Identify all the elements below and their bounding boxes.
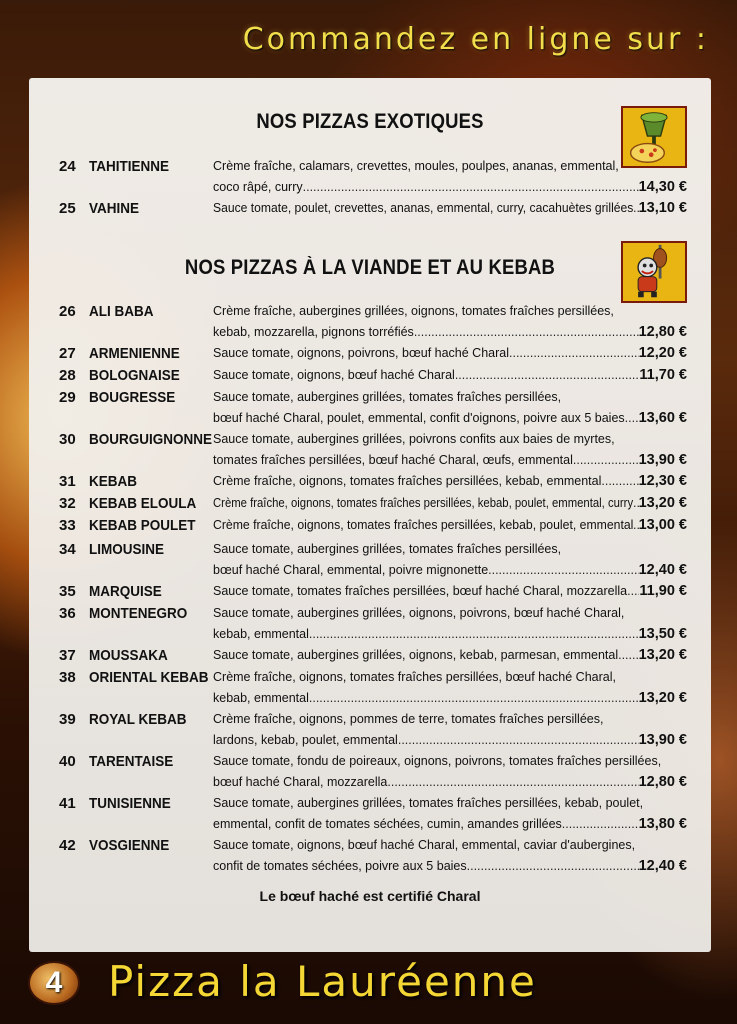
dot-leader	[455, 365, 640, 386]
dot-leader	[414, 322, 639, 343]
item-name: MOUSSAKA	[89, 647, 168, 664]
item-number: 29	[59, 389, 76, 406]
item-price: 12,80 €	[638, 324, 687, 340]
item-number: 33	[59, 517, 76, 534]
description-line: Sauce tomate, aubergines grillées, tomates fraîches persillées,	[213, 390, 562, 404]
item-name: MONTENEGRO	[89, 605, 188, 622]
dot-leader	[398, 730, 639, 751]
description-line: bœuf haché Charal, mozzarella	[213, 775, 388, 789]
item-description	[213, 581, 687, 602]
item-number: 34	[59, 541, 76, 558]
description-line: Sauce tomate, poulet, crevettes, ananas, emmental, curry, cacahuètes grillées	[213, 201, 634, 215]
item-number: 41	[59, 795, 76, 812]
description-line: Sauce tomate, aubergines grillées, oignons, poivrons, bœuf haché Charal,	[213, 606, 625, 620]
item-description	[213, 493, 687, 514]
description-line: emmental, confit de tomates séchées, cumin, amandes grillées	[213, 817, 562, 831]
item-price: 12,80 €	[638, 774, 687, 790]
item-price: 13,20 €	[638, 690, 687, 706]
description-line: kebab, emmental	[213, 691, 309, 705]
item-price: 12,40 €	[638, 562, 687, 578]
item-price: 12,30 €	[638, 473, 687, 489]
charal-footnote: Le bœuf haché est certifié Charal	[259, 888, 481, 904]
item-price: 13,00 €	[638, 517, 687, 533]
dot-leader	[601, 471, 638, 492]
dot-leader	[387, 772, 638, 793]
dot-leader	[627, 581, 639, 602]
item-name: ROYAL KEBAB	[89, 711, 187, 728]
description-line: confit de tomates séchées, poivre aux 5 baies	[213, 859, 467, 873]
item-price: 13,10 €	[638, 200, 687, 216]
restaurant-brand: Pizza la Lauréenne	[108, 957, 537, 1006]
description-line: Crème fraîche, oignons, pommes de terre, tomates fraîches persillées,	[213, 712, 604, 726]
page-number-badge: 4	[28, 961, 80, 1005]
item-description	[213, 751, 687, 793]
item-name: TARENTAISE	[89, 753, 174, 770]
item-description	[213, 471, 687, 492]
dot-leader	[625, 408, 639, 429]
description-line: Sauce tomate, aubergines grillées, poivrons confits aux baies de myrtes,	[213, 432, 615, 446]
item-number: 36	[59, 605, 76, 622]
description-line: Sauce tomate, fondu de poireaux, oignons, poivrons, tomates fraîches persillées,	[213, 754, 662, 768]
dot-leader	[509, 343, 639, 364]
online-order-tagline: Commandez en ligne sur :	[242, 22, 709, 57]
item-price: 13,20 €	[638, 647, 687, 663]
item-name: ORIENTAL KEBAB	[89, 669, 209, 686]
item-description	[213, 198, 687, 219]
item-description	[213, 539, 687, 581]
item-description	[213, 365, 687, 386]
item-name: ALI BABA	[89, 303, 154, 320]
item-price: 11,70 €	[639, 367, 687, 383]
description-line: bœuf haché Charal, emmental, poivre mignonette	[213, 563, 489, 577]
description-line: Sauce tomate, aubergines grillées, tomates fraîches persillées, kebab, poulet,	[213, 796, 644, 810]
description-line: kebab, emmental	[213, 627, 309, 641]
item-price: 13,90 €	[638, 732, 687, 748]
item-price: 13,60 €	[638, 410, 687, 426]
item-description	[213, 793, 687, 835]
item-name: LIMOUSINE	[89, 541, 165, 558]
item-number: 31	[59, 473, 76, 490]
item-price: 12,20 €	[638, 345, 687, 361]
item-number: 35	[59, 583, 76, 600]
description-line: Sauce tomate, oignons, bœuf haché Charal, emmental, caviar d'aubergines,	[213, 838, 636, 852]
item-description	[213, 645, 687, 666]
description-line: kebab, mozzarella, pignons torréfiés	[213, 325, 414, 339]
description-line: Sauce tomate, oignons, bœuf haché Charal	[213, 368, 455, 382]
item-name: VAHINE	[89, 200, 140, 217]
description-line: Crème fraîche, oignons, tomates fraîches persillées, kebab, poulet, emmental, curry	[213, 496, 634, 510]
section-title-meat-kebab: NOS PIZZAS À LA VIANDE ET AU KEBAB	[184, 256, 556, 279]
dot-leader	[309, 688, 639, 709]
item-number: 30	[59, 431, 76, 448]
item-name: KEBAB	[89, 473, 138, 490]
item-number: 28	[59, 367, 76, 384]
item-description	[213, 429, 687, 471]
description-line: lardons, kebab, poulet, emmental	[213, 733, 398, 747]
dot-leader	[562, 814, 639, 835]
description-line: Crème fraîche, oignons, tomates fraîches persillées, bœuf haché Charal,	[213, 670, 616, 684]
item-name: TAHITIENNE	[89, 158, 170, 175]
menu-panel	[29, 78, 711, 952]
item-description	[213, 603, 687, 645]
dot-leader	[573, 450, 639, 471]
item-number: 25	[59, 200, 76, 217]
item-number: 42	[59, 837, 76, 854]
description-line: bœuf haché Charal, poulet, emmental, confit d'oignons, poivre aux 5 baies	[213, 411, 625, 425]
description-line: tomates fraîches persillées, bœuf haché Charal, œufs, emmental	[213, 453, 573, 467]
item-description	[213, 667, 687, 709]
item-price: 14,30 €	[638, 179, 687, 195]
description-line: Crème fraîche, oignons, tomates fraîches persillées, kebab, emmental	[213, 474, 602, 488]
item-name: BOLOGNAISE	[89, 367, 180, 384]
item-description	[213, 709, 687, 751]
dot-leader	[303, 177, 639, 198]
item-name: BOUGRESSE	[89, 389, 176, 406]
item-name: VOSGIENNE	[89, 837, 170, 854]
description-line: Sauce tomate, oignons, poivrons, bœuf haché Charal	[213, 346, 510, 360]
section-title-exotic: NOS PIZZAS EXOTIQUES	[256, 110, 484, 133]
footer-banner	[0, 955, 737, 1015]
item-description	[213, 835, 687, 877]
item-number: 32	[59, 495, 76, 512]
item-price: 13,90 €	[638, 452, 687, 468]
item-name: ARMENIENNE	[89, 345, 180, 362]
item-price: 13,20 €	[638, 495, 687, 511]
item-description	[213, 156, 687, 198]
item-number: 40	[59, 753, 76, 770]
description-line: Crème fraîche, calamars, crevettes, moules, poulpes, ananas, emmental,	[213, 159, 619, 173]
item-price: 11,90 €	[639, 583, 687, 599]
item-number: 38	[59, 669, 76, 686]
description-line: Sauce tomate, aubergines grillées, oignons, kebab, parmesan, emmental	[213, 648, 619, 662]
item-number: 37	[59, 647, 76, 664]
item-price: 13,80 €	[638, 816, 687, 832]
dot-leader	[309, 624, 639, 645]
item-name: BOURGUIGNONNE	[89, 431, 213, 448]
item-number: 27	[59, 345, 76, 362]
dot-leader	[488, 560, 638, 581]
item-number: 39	[59, 711, 76, 728]
item-price: 12,40 €	[638, 858, 687, 874]
item-name: KEBAB POULET	[89, 517, 196, 534]
kebab-mascot-icon	[621, 241, 687, 303]
item-description	[213, 387, 687, 429]
description-line: Crème fraîche, oignons, tomates fraîches persillées, kebab, poulet, emmental	[213, 518, 634, 532]
description-line: Sauce tomate, aubergines grillées, tomates fraîches persillées,	[213, 542, 562, 556]
description-line: Crème fraîche, aubergines grillées, oignons, tomates fraîches persillées,	[213, 304, 614, 318]
dot-leader	[467, 856, 639, 877]
item-description	[213, 301, 687, 343]
description-line: coco râpé, curry	[213, 180, 303, 194]
item-number: 26	[59, 303, 76, 320]
item-description	[213, 343, 687, 364]
description-line: Sauce tomate, tomates fraîches persillées, bœuf haché Charal, mozzarella	[213, 584, 628, 598]
item-name: TUNISIENNE	[89, 795, 171, 812]
item-price: 13,50 €	[638, 626, 687, 642]
item-number: 24	[59, 158, 76, 175]
item-description	[213, 515, 687, 536]
item-name: KEBAB ELOULA	[89, 495, 197, 512]
dot-leader	[618, 645, 639, 666]
item-name: MARQUISE	[89, 583, 162, 600]
